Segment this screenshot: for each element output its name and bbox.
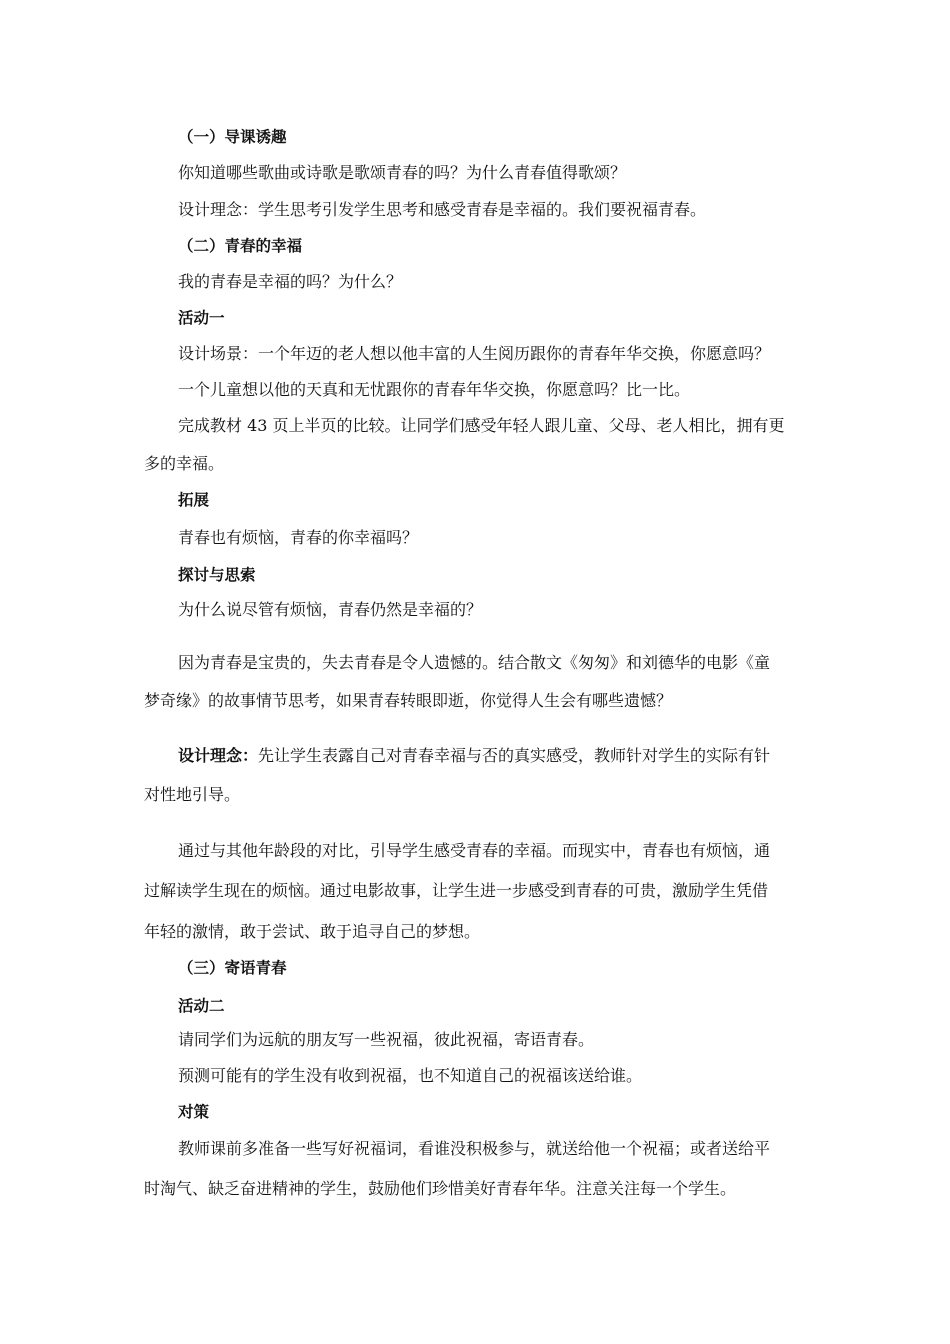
paragraph-line: 你知道哪些歌曲或诗歌是歌颂青春的吗？为什么青春值得歌颂？ [178,163,627,182]
paragraph-line: 通过与其他年龄段的对比，引导学生感受青春的幸福。而现实中，青春也有烦恼，通 [178,841,771,860]
subheading-strategy: 对策 [178,1103,210,1121]
paragraph-line: 因为青春是宝贵的，失去青春是令人遗憾的。结合散文《匆匆》和刘德华的电影《童 [178,653,771,672]
design-label: 设计理念： [178,746,259,765]
paragraph-line: 设计理念：学生思考引发学生思考和感受青春是幸福的。我们要祝福青春。 [178,200,707,219]
subheading-discuss: 探讨与思索 [178,566,256,584]
paragraph-line: 梦奇缘》的故事情节思考，如果青春转眼即逝，你觉得人生会有哪些遗憾？ [144,691,673,710]
paragraph-line: 对性地引导。 [144,785,241,804]
subheading-extend: 拓展 [178,491,210,509]
paragraph-line: 一个儿童想以他的天真和无忧跟你的青春年华交换，你愿意吗？比一比。 [178,380,691,399]
subheading-activity-two: 活动二 [178,997,225,1015]
paragraph-line: 教师课前多准备一些写好祝福词，看谁没积极参与，就送给他一个祝福；或者送给平 [178,1139,771,1158]
paragraph-line [178,745,770,767]
design-text: 先让学生表露自己对青春幸福与否的真实感受，教师针对学生的实际有针 [258,746,771,765]
paragraph-line: 多的幸福。 [144,454,225,473]
paragraph-line: 年轻的激情，敢于尝试、敢于追寻自己的梦想。 [144,922,481,941]
paragraph-line: 过解读学生现在的烦恼。通过电影故事，让学生进一步感受到青春的可贵，激励学生凭借 [144,881,769,900]
paragraph-line: 为什么说尽管有烦恼，青春仍然是幸福的？ [178,600,483,619]
paragraph-line: 青春也有烦恼，青春的你幸福吗？ [178,528,419,547]
paragraph-line: 设计场景：一个年迈的老人想以他丰富的人生阅历跟你的青春年华交换，你愿意吗？ [178,344,771,363]
paragraph-line: 预测可能有的学生没有收到祝福，也不知道自己的祝福该送给谁。 [178,1066,643,1085]
paragraph-line: 完成教材 43 页上半页的比较。让同学们感受年轻人跟儿童、父母、老人相比，拥有更 [178,416,785,435]
paragraph-line: 请同学们为远航的朋友写一些祝福，彼此祝福，寄语青春。 [178,1030,595,1049]
section-heading-intro: （一）导课诱趣 [178,128,287,146]
section-heading-wishes: （三）寄语青春 [178,959,287,977]
paragraph-line: 时淘气、缺乏奋进精神的学生，鼓励他们珍惜美好青春年华。注意关注每一个学生。 [144,1179,737,1198]
section-heading-happiness: （二）青春的幸福 [178,237,303,255]
paragraph-line: 我的青春是幸福的吗？为什么？ [178,272,403,291]
subheading-activity-one: 活动一 [178,309,225,327]
